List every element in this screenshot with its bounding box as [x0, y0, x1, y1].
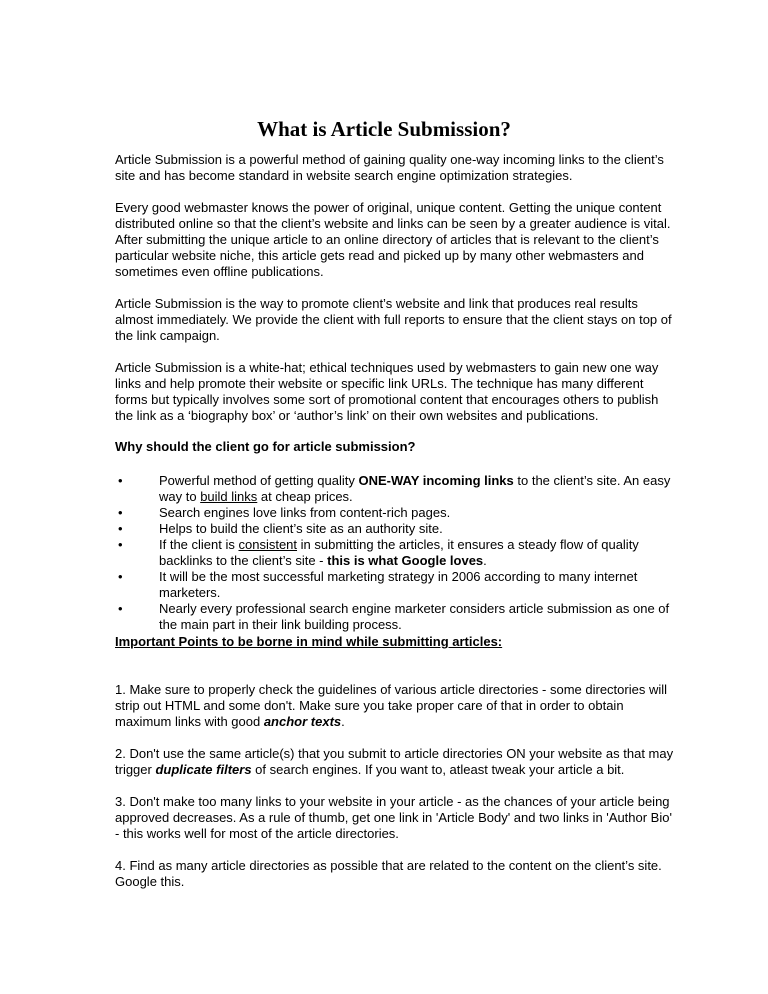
- important-point-3: 3. Don't make too many links to your website in your article - as the chances of your article being approved decreases. As a rule of thumb, get one link in 'Article Body' and two links in 'Author Bio' - this works well for most of the article directories.: [115, 794, 672, 841]
- bullet-icon: •: [118, 521, 123, 536]
- important-point-4: 4. Find as many article directories as possible that are related to the content on the client’s site. Google this.: [115, 858, 662, 889]
- why-heading: Why should the client go for article submission?: [115, 439, 416, 454]
- bullet-icon: •: [118, 601, 123, 616]
- intro-paragraph-4: Article Submission is a white-hat; ethical techniques used by webmasters to gain new one way links and help promote their website or specific link URLs. The technique has many different forms but typically involves some sort of promotional content that encourages others to publish the link as a ‘biography box’ or ‘author’s link’ on their own websites and publications.: [115, 360, 659, 423]
- list-item: • It will be the most successful marketing strategy in 2006 according to many internet marketers.: [118, 569, 638, 600]
- emphasis-text: duplicate filters: [155, 762, 252, 777]
- list-item: • Search engines love links from content-rich pages.: [118, 505, 451, 520]
- build-links-link[interactable]: build links: [200, 489, 258, 504]
- list-item: • If the client is consistent in submitting the articles, it ensures a steady flow of quality backlinks to the client’s site - this is what Google loves.: [118, 537, 639, 568]
- page-title: What is Article Submission?: [257, 117, 511, 141]
- important-point-2: 2. Don't use the same article(s) that you submit to article directories ON your website as that may trigger duplicate filters of search engines. If you want to, atleast tweak your article a bit.: [115, 746, 674, 777]
- list-item: • Powerful method of getting quality ONE-WAY incoming links to the client’s site. An easy way to build links at cheap prices.: [118, 473, 671, 504]
- list-item: • Nearly every professional search engine marketer considers article submission as one of the main part in their link building process.: [118, 601, 670, 632]
- bold-text: this is what Google loves: [327, 553, 484, 568]
- bullet-icon: •: [118, 537, 123, 552]
- bullet-icon: •: [118, 473, 123, 488]
- emphasis-text: anchor texts: [263, 714, 342, 729]
- underlined-text: consistent: [238, 537, 298, 552]
- bullet-icon: •: [118, 505, 123, 520]
- intro-paragraph-3: Article Submission is the way to promote client’s website and link that produces real results almost immediately. We provide the client with full reports to ensure that the client stays on top of the link campaign.: [115, 296, 672, 343]
- important-heading: Important Points to be borne in mind while submitting articles:: [115, 634, 503, 649]
- intro-paragraph-2: Every good webmaster knows the power of original, unique content. Getting the unique content distributed online so that the client’s website and links can be seen by a greater audience is vital. After submitting the unique article to an online directory of articles that is relevant to the client’s particular website niche, this article gets read and picked up by many other webmasters and sometimes even offline publications.: [115, 200, 671, 279]
- important-point-1: 1. Make sure to properly check the guidelines of various article directories - some directories will strip out HTML and some don't. Make sure you take proper care of that in order to obtain maximum links with good anchor texts.: [115, 682, 668, 729]
- list-item: • Helps to build the client’s site as an authority site.: [118, 521, 443, 536]
- intro-paragraph-1: Article Submission is a powerful method of gaining quality one-way incoming links to the client’s site and has become standard in website search engine optimization strategies.: [115, 152, 664, 183]
- bold-text: ONE-WAY incoming links: [358, 473, 514, 488]
- bullet-icon: •: [118, 569, 123, 584]
- benefits-list: [115, 473, 675, 633]
